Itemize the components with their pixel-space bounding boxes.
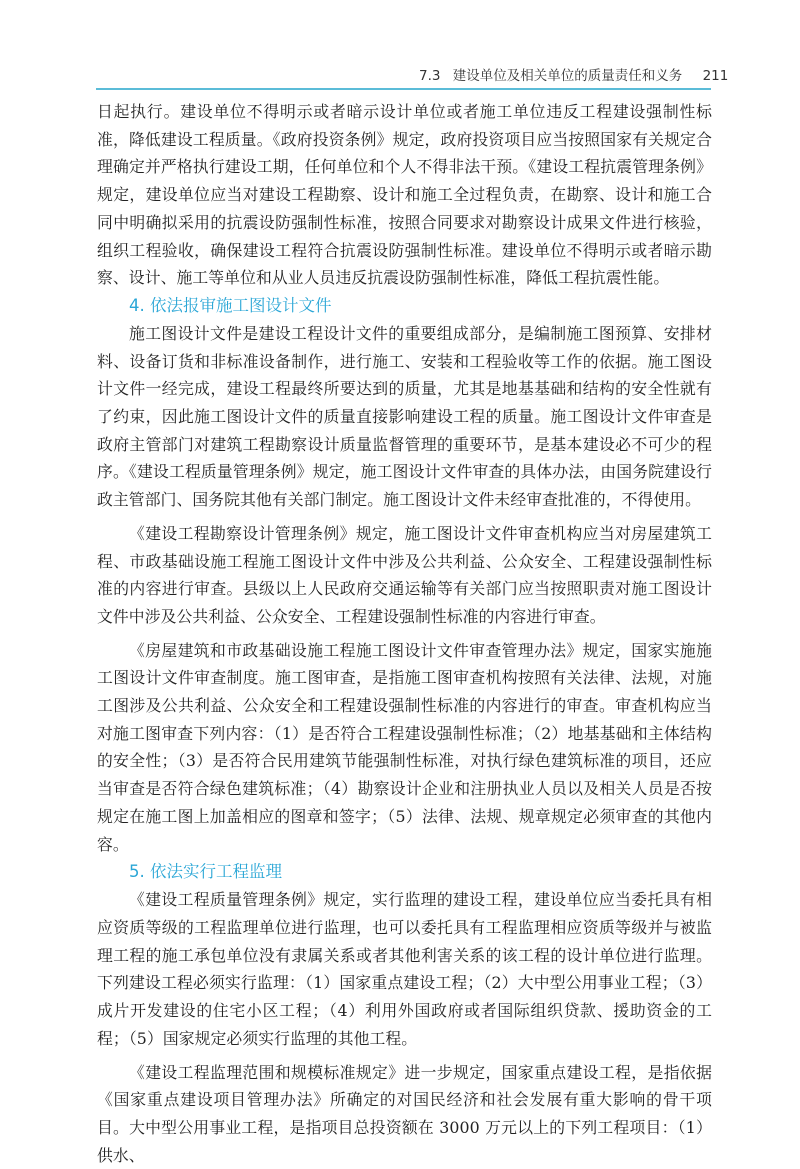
body-paragraph: 《房屋建筑和市政基础设施工程施工图设计文件审查管理办法》规定，国家实施施工图设计文件审查制度。施工图审查，是指施工图审查机构按照有关法律、法规，对施工图涉及公共利益、公众安全和工程建设强制性标准的内容进行的审查。审查机构应当对施工图审查下列内容：（1）是否符合工程建设强制性标准；（2）地基基础和主体结构的安全性；（3）是否符合民用建筑节能强制性标准，对执行绿色建筑标准的项目，还应当审查是否符合绿色建筑标准；（4）勘察设计企业和注册执业人员以及相关人员是否按规定在施工图上加盖相应的图章和签字；（5）法律、法规、规章规定必须审查的其他内容。 xyxy=(97,637,712,859)
section-heading: 5. 依法实行工程监理 xyxy=(97,858,712,886)
body-paragraph: 日起执行。建设单位不得明示或者暗示设计单位或者施工单位违反工程建设强制性标准，降低建设工程质量。《政府投资条例》规定，政府投资项目应当按照国家有关规定合理确定并严格执行建设工期，任何单位和个人不得非法干预。《建设工程抗震管理条例》规定，建设单位应当对建设工程勘察、设计和施工全过程负责，在勘察、设计和施工合同中明确拟采用的抗震设防强制性标准，按照合同要求对勘察设计成果文件进行核验，组织工程验收，确保建设工程符合抗震设防强制性标准。建设单位不得明示或者暗示勘察、设计、施工等单位和从业人员违反抗震设防强制性标准，降低工程抗震性能。 xyxy=(97,98,712,292)
running-header xyxy=(0,0,800,95)
page-body xyxy=(97,98,712,1169)
body-paragraph: 施工图设计文件是建设工程设计文件的重要组成部分，是编制施工图预算、安排材料、设备订货和非标准设备制作，进行施工、安装和工程验收等工作的依据。施工图设计文件一经完成，建设工程最终所要达到的质量，尤其是地基基础和结构的安全性就有了约束，因此施工图设计文件的质量直接影响建设工程的质量。施工图设计文件审查是政府主管部门对建筑工程勘察设计质量监督管理的重要环节，是基本建设必不可少的程序。《建设工程质量管理条例》规定，施工图设计文件审查的具体办法，由国务院建设行政主管部门、国务院其他有关部门制定。施工图设计文件未经审查批准的，不得使用。 xyxy=(97,320,712,514)
body-paragraph: 《建设工程勘察设计管理条例》规定，施工图设计文件审查机构应当对房屋建筑工程、市政基础设施工程施工图设计文件中涉及公共利益、公众安全、工程建设强制性标准的内容进行审查。县级以上人民政府交通运输等有关部门应当按照职责对施工图设计文件中涉及公共利益、公众安全、工程建设强制性标准的内容进行审查。 xyxy=(97,520,712,631)
section-title: 建设单位及相关单位的质量责任和义务 xyxy=(453,68,683,84)
section-heading: 4. 依法报审施工图设计文件 xyxy=(97,292,712,320)
section-number: 7.3 xyxy=(419,68,440,84)
page-number: 211 xyxy=(703,68,729,84)
body-paragraph: 《建设工程质量管理条例》规定，实行监理的建设工程，建设单位应当委托具有相应资质等级的工程监理单位进行监理，也可以委托具有工程监理相应资质等级并与被监理工程的施工承包单位没有隶属关系或者其他利害关系的该工程的设计单位进行监理。下列建设工程必须实行监理：（1）国家重点建设工程；（2）大中型公用事业工程；（3）成片开发建设的住宅小区工程；（4）利用外国政府或者国际组织贷款、援助资金的工程；（5）国家规定必须实行监理的其他工程。 xyxy=(97,886,712,1052)
header-rule xyxy=(96,88,711,90)
body-paragraph: 《建设工程监理范围和规模标准规定》进一步规定，国家重点建设工程，是指依据《国家重点建设项目管理办法》所确定的对国民经济和社会发展有重大影响的骨干项目。大中型公用事业工程，是指项目总投资额在 3000 万元以上的下列工程项目：（1）供水、 xyxy=(97,1059,712,1169)
header-text xyxy=(419,64,728,84)
